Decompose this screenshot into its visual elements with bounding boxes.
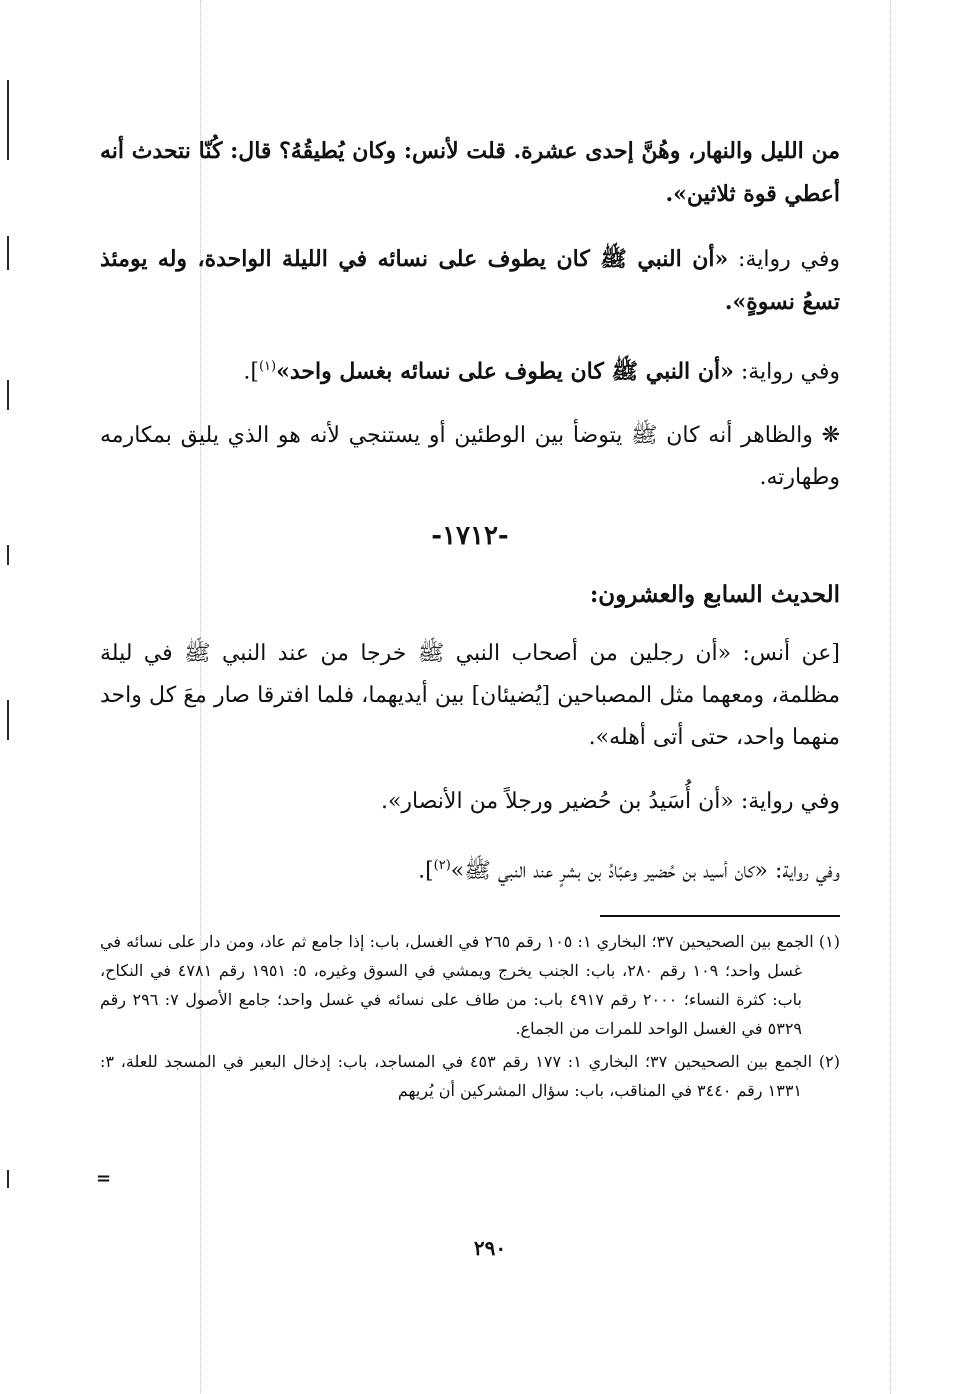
scan-edge-line [7,545,9,565]
narration-quote: «أن النبي ﷺ كان يطوف على نسائه بغسل واحد» [276,358,734,385]
scan-dotted-artifact [890,0,891,1394]
footnote-1: (١) الجمع بين الصحيحين ٣٧؛ البخاري ١: ١٠٥ رقم ٢٦٥ في الغسل، باب: إذا جامع ثم عاد، ومن دار على نسائه في غسل واحد؛ ١٠٩ رقم ٢٨٠، باب: الجنب يخرج ويمشي في السوق وغيره، ٥: ١٩٥١ رقم ٤٧٨١ في النكاح، باب: كثرة النساء؛ ٢٠٠٠ رقم ٤٩١٧ باب: من طاف على نسائه في غسل واحد؛ جامع الأصول ٧: ٢٩٦ رقم ٥٣٢٩ في الغسل الواحد للمرات من الجماع. [100,931,840,1038]
narration-prefix: وفي رواية: [733,359,840,385]
paragraph-narration [100,238,840,324]
hadith-text [100,633,840,759]
footnote-separator [600,915,840,917]
commentary-text: ❋ والظاهر أنه كان ﷺ يتوضأ بين الوطئين أو يستنجي لأنه هو الذي يليق بمكارمه وطهارته. [100,423,841,491]
narration-text: وفي رواية: «أن أُسَيدُ بن حُضير ورجلاً من الأنصار». [380,789,840,815]
narration-quote: «أن النبي ﷺ كان يطوف على نسائه في الليلة الواحدة، وله يومئذ تسعُ نسوةٍ». [100,246,840,315]
footnote-ref: (٢) [433,858,451,874]
footnote-ref: (١) [258,359,277,374]
page-body [100,130,840,1109]
paragraph-continuation [100,130,840,216]
scan-edge-line [7,236,9,270]
paragraph-text: من الليل والنهار، وهُنَّ إحدى عشرة. قلت لأنس: وكان يُطيقُهُ؟ قال: كُنّا نتحدث أنه أعطي قوة ثلاثين». [100,138,840,207]
paragraph-narration [100,346,840,393]
narration-text: وفي رواية: «كان أسيد بن حُضير وعبّادُ بن بشرٍ عند النبي ﷺ» [450,858,840,884]
hadith-narration [100,781,840,823]
scan-edge-line [7,80,9,160]
continuation-mark: = [96,1168,112,1189]
footnote-2: (٢) الجمع بين الصحيحين ٣٧؛ البخاري ١: ١٧٧ رقم ٤٥٣ في المساجد، باب: إدخال البعير في المسجد للعلة، ٣: ١٣٣١ رقم ٣٤٤٠ في المناقب، باب: سؤال المشركين أن يُريهم [100,1051,840,1100]
paragraph-commentary [100,415,840,499]
narration-prefix: وفي رواية: [728,247,840,272]
section-title: الحديث السابع والعشرون: [589,581,840,609]
page-number: ٢٩٠ [473,1236,507,1260]
scan-edge-line [7,700,9,740]
narration-suffix: ]. [243,359,259,385]
hadith-narration [100,845,840,892]
scan-edge-line [7,380,9,410]
hadith-number: -١٧١٢- [431,521,509,552]
narration-suffix: ]. [418,858,434,884]
scan-edge-line [7,1170,9,1188]
hadith-main: [عن أنس: «أن رجلين من أصحاب النبي ﷺ خرجا من عند النبي ﷺ في ليلة مظلمة، ومعهما مثل المصباحين [يُضيئان] بين أيديهما، فلما افترقا صار معَ كل واحد منهما واحد، حتى أتى أهله». [100,641,840,751]
